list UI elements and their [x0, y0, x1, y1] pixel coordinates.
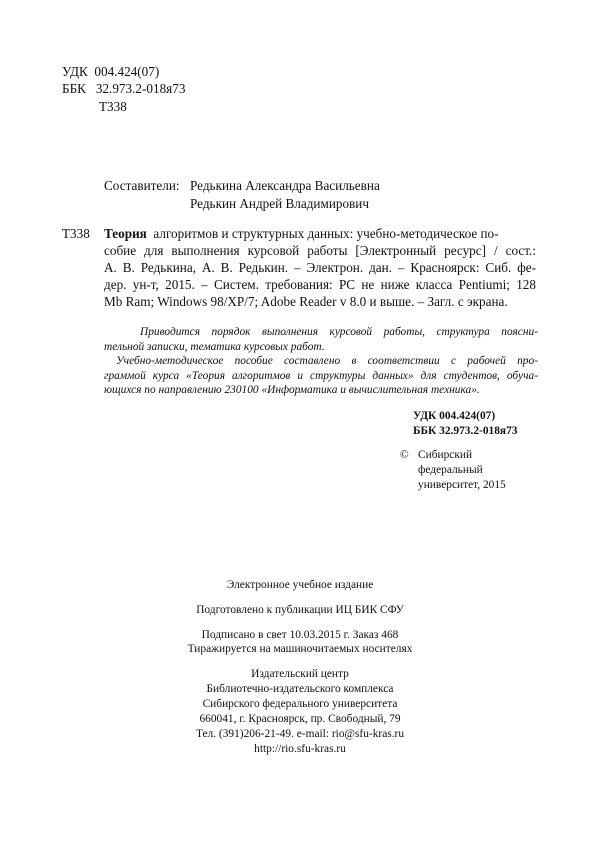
bbk-value: 32.973.2-018я73	[95, 81, 186, 96]
imprint-edition: Электронное учебное издание	[226, 579, 374, 591]
bbk-label: ББК	[62, 81, 86, 96]
publisher-address: 660041, г. Красноярск, пр. Свободный, 79	[199, 713, 401, 725]
publisher-line-1: Издательский центр	[251, 668, 349, 680]
annotation-p2-line-1: Учебно-методическое пособие составлено в соответствии с рабочей про-	[116, 355, 538, 367]
biblio-line-2: собие для выполнения курсовой работы [Электронный ресурс] / сост.:	[104, 243, 536, 258]
author-mark: Т338	[99, 99, 127, 114]
right-bbk: ББК 32.973.2-018я73	[413, 425, 518, 437]
imprint-copies: Тиражируется на машиночитаемых носителях	[187, 643, 413, 655]
publisher-line-2: Библиотечно-издательского комплекса	[206, 683, 394, 695]
annotation-p2-line-3: ющихся по направлению 230100 «Информатика и вычислительная техника».	[104, 384, 480, 396]
publisher-contacts: Тел. (391)206-21-49. e-mail: rio@sfu-kras.ru	[195, 728, 405, 740]
publisher-line-3: Сибирского федерального университета	[202, 698, 398, 710]
copyright-line-3: университет, 2015	[418, 479, 506, 491]
copyright-line-1: Сибирский	[418, 449, 473, 461]
biblio-line-1	[104, 226, 536, 243]
copyright-symbol: ©	[400, 449, 409, 461]
right-udk: УДК 004.424(07)	[413, 410, 496, 422]
annotation-p2-line-2: граммой курса «Теория алгоритмов и структуры данных» для студентов, обуча-	[104, 370, 538, 382]
publisher-website: http://rio.sfu-kras.ru	[254, 743, 346, 755]
biblio-line-4: дер. ун-т, 2015. – Систем. требования: PC не ниже класса Pentiumi; 128	[104, 277, 536, 292]
annotation-p1-line-1: Приводится порядок выполнения курсовой работы, структура поясни-	[140, 326, 538, 338]
compiler-name-1: Редькина Александра Васильевна	[190, 178, 380, 193]
bbk-line	[62, 81, 185, 98]
copyright-line-2: федеральный	[418, 464, 483, 476]
compiler-name-2: Редькин Андрей Владимирович	[190, 196, 369, 211]
biblio-line-5: Mb Ram; Windows 98/XP/7; Adobe Reader v 8.0 и выше. – Загл. с экрана.	[104, 294, 508, 309]
udk-value: 004.424(07)	[94, 64, 160, 79]
imprint-prepared: Подготовлено к публикации ИЦ БИК СФУ	[196, 604, 404, 616]
imprint-signed: Подписано в свет 10.03.2015 г. Заказ 468	[201, 629, 399, 641]
udk-label: УДК	[62, 64, 88, 79]
annotation-p1-line-2: тельной записки, тематика курсовых работ.	[104, 341, 325, 353]
biblio-line-1-text: алгоритмов и структурных данных: учебно-методическое по-	[153, 226, 499, 241]
biblio-line-3: А. В. Редькина, А. В. Редькин. – Электрон. дан. – Красноярск: Сиб. фе-	[104, 260, 536, 275]
biblio-title: Теория	[104, 226, 147, 241]
biblio-mark: Т338	[62, 226, 90, 241]
compilers-label: Составители:	[104, 178, 180, 193]
udk-line	[62, 64, 159, 81]
